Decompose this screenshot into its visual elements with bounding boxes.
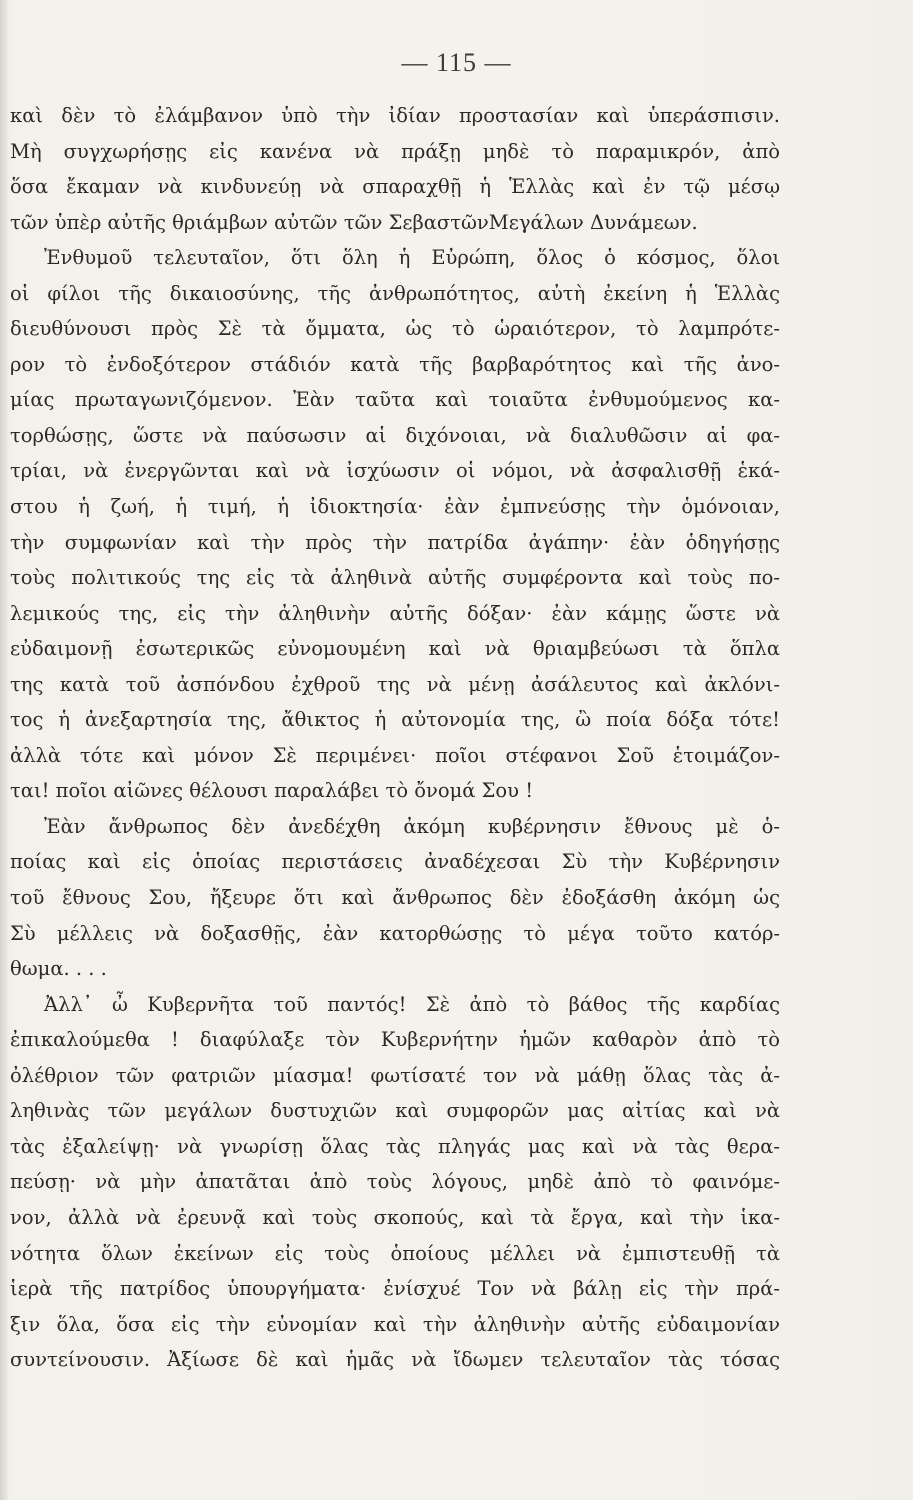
text-line: ἱερὰ τῆς πατρίδος ὑπουργήματα· ἐνίσχυέ Τον νὰ βάλῃ εἰς τὴν πρά- bbox=[10, 1277, 780, 1301]
text-line: τὴν συμφωνίαν καὶ τὴν πρὸς τὴν πατρίδα ἀγάπην· ἐὰν ὁδηγήσῃς bbox=[10, 530, 780, 554]
text-line: τρίαι, νὰ ἐνεργῶνται καὶ νὰ ἰσχύωσιν οἱ νόμοι, νὰ ἀσφαλισθῇ ἑκά- bbox=[10, 459, 780, 483]
text-line: οἱ φίλοι τῆς δικαιοσύνης, τῆς ἀνθρωπότητος, αὐτὴ ἐκείνη ἡ Ἑλλὰς bbox=[10, 281, 780, 305]
text-line: στου ἡ ζωή, ἡ τιμή, ἡ ἰδιοκτησία· ἐὰν ἐμπνεύσῃς τὴν ὁμόνοιαν, bbox=[10, 495, 780, 519]
text-line: πεύσῃ· νὰ μὴν ἀπατᾶται ἀπὸ τοὺς λόγους, μηδὲ ἀπὸ τὸ φαινόμε- bbox=[10, 1170, 780, 1194]
text-line: διευθύνουσι πρὸς Σὲ τὰ ὄμματα, ὡς τὸ ὡραιότερον, τὸ λαμπρότε- bbox=[10, 317, 780, 341]
text-line: εὐδαιμονῇ ἐσωτερικῶς εὐνομουμένη καὶ νὰ θριαμβεύωσι τὰ ὅπλα bbox=[10, 637, 780, 661]
text-line: ξιν ὅλα, ὅσα εἰς τὴν εὐνομίαν καὶ τὴν ἀληθινὴν αὐτῆς εὐδαιμονίαν bbox=[10, 1312, 780, 1336]
text-line: νότητα ὅλων ἐκείνων εἰς τοὺς ὁποίους μέλλει νὰ ἐμπιστευθῇ τὰ bbox=[10, 1241, 780, 1265]
text-line: τὰς ἐξαλείψῃ· νὰ γνωρίσῃ ὅλας τὰς πληγάς μας καὶ νὰ τὰς θερα- bbox=[10, 1134, 780, 1158]
text-line: τος ἡ ἀνεξαρτησία της, ἄθικτος ἡ αὐτονομία της, ὢ ποία δόξα τότε! bbox=[10, 708, 780, 732]
text-line: Ἀλλ᾽ ὦ Κυβερνῆτα τοῦ παντός! Σὲ ἀπὸ τὸ βάθος τῆς καρδίας bbox=[44, 992, 780, 1016]
text-line: τορθώσῃς, ὥστε νὰ παύσωσιν αἱ διχόνοιαι, νὰ διαλυθῶσιν αἱ φα- bbox=[10, 423, 780, 447]
text-line: θωμα. . . . bbox=[10, 957, 107, 981]
page-binding-edge bbox=[0, 0, 8, 1500]
text-line: τῶν ὑπὲρ αὐτῆς θριάμβων αὐτῶν τῶν ΣεβαστῶνΜεγάλων Δυνάμεων. bbox=[10, 210, 698, 234]
page-number: — 115 — bbox=[401, 48, 512, 77]
text-line: ἀλλὰ τότε καὶ μόνον Σὲ περιμένει· ποῖοι στέφανοι Σοῦ ἑτοιμάζον- bbox=[10, 743, 780, 767]
text-line: ὅσα ἔκαμαν νὰ κινδυνεύῃ νὰ σπαραχθῇ ἡ Ἑλλὰς καὶ ἐν τῷ μέσῳ bbox=[10, 175, 780, 199]
text-line: τοὺς πολιτικούς της εἰς τὰ ἀληθινὰ αὐτῆς συμφέροντα καὶ τοὺς πο- bbox=[10, 566, 780, 590]
text-line: ἐπικαλούμεθα ! διαφύλαξε τὸν Κυβερνήτην ἡμῶν καθαρὸν ἀπὸ τὸ bbox=[10, 1028, 780, 1052]
text-line: Ἐνθυμοῦ τελευταῖον, ὅτι ὅλη ἡ Εὐρώπη, ὅλος ὁ κόσμος, ὅλοι bbox=[44, 246, 780, 270]
text-line: Σὺ μέλλεις νὰ δοξασθῇς, ἐὰν κατορθώσῃς τὸ μέγα τοῦτο κατόρ- bbox=[10, 921, 780, 945]
text-line: λεμικούς της, εἰς τὴν ἀληθινὴν αὐτῆς δόξαν· ἐὰν κάμῃς ὥστε νὰ bbox=[10, 601, 780, 625]
text-line: Ἐὰν ἄνθρωπος δὲν ἀνεδέχθη ἀκόμη κυβέρνησιν ἔθνους μὲ ὁ- bbox=[44, 814, 780, 838]
text-line: ληθινὰς τῶν μεγάλων δυστυχιῶν καὶ συμφορῶν μας αἰτίας καὶ νὰ bbox=[10, 1099, 780, 1123]
text-line: ποίας καὶ εἰς ὁποίας περιστάσεις ἀναδέχεσαι Σὺ τὴν Κυβέρνησιν bbox=[10, 850, 780, 874]
text-line: νον, ἀλλὰ νὰ ἐρευνᾷ καὶ τοὺς σκοπούς, καὶ τὰ ἔργα, καὶ τὴν ἱκα- bbox=[10, 1205, 780, 1229]
text-line: Μὴ συγχωρήσῃς εἰς κανένα νὰ πράξῃ μηδὲ τὸ παραμικρόν, ἀπὸ bbox=[10, 139, 780, 163]
text-line: συντείνουσιν. Ἀξίωσε δὲ καὶ ἡμᾶς νὰ ἴδωμεν τελευταῖον τὰς τόσας bbox=[10, 1348, 780, 1372]
page-body-text bbox=[10, 98, 780, 1378]
text-line: καὶ δὲν τὸ ἐλάμβανον ὑπὸ τὴν ἰδίαν προστασίαν καὶ ὑπεράσπισιν. bbox=[10, 104, 780, 127]
text-line: ρον τὸ ἐνδοξότερον στάδιόν κατὰ τῆς βαρβαρότητος καὶ τῆς ἀνο- bbox=[10, 352, 780, 376]
text-line: της κατὰ τοῦ ἀσπόνδου ἐχθροῦ της νὰ μένῃ ἀσάλευτος καὶ ἀκλόνι- bbox=[10, 672, 780, 696]
text-line: μίας πρωταγωνιζόμενον. Ἐὰν ταῦτα καὶ τοιαῦτα ἐνθυμούμενος κα- bbox=[10, 388, 780, 412]
text-line: ὀλέθριον τῶν φατριῶν μίασμα! φωτίσατέ τον νὰ μάθῃ ὅλας τὰς ἀ- bbox=[10, 1063, 780, 1087]
text-line: τοῦ ἔθνους Σου, ἤξευρε ὅτι καὶ ἄνθρωπος δὲν ἐδοξάσθη ἀκόμη ὡς bbox=[10, 886, 780, 910]
text-line: ται! ποῖοι αἰῶνες θέλουσι παραλάβει τὸ ὄνομά Σου ! bbox=[10, 779, 534, 803]
